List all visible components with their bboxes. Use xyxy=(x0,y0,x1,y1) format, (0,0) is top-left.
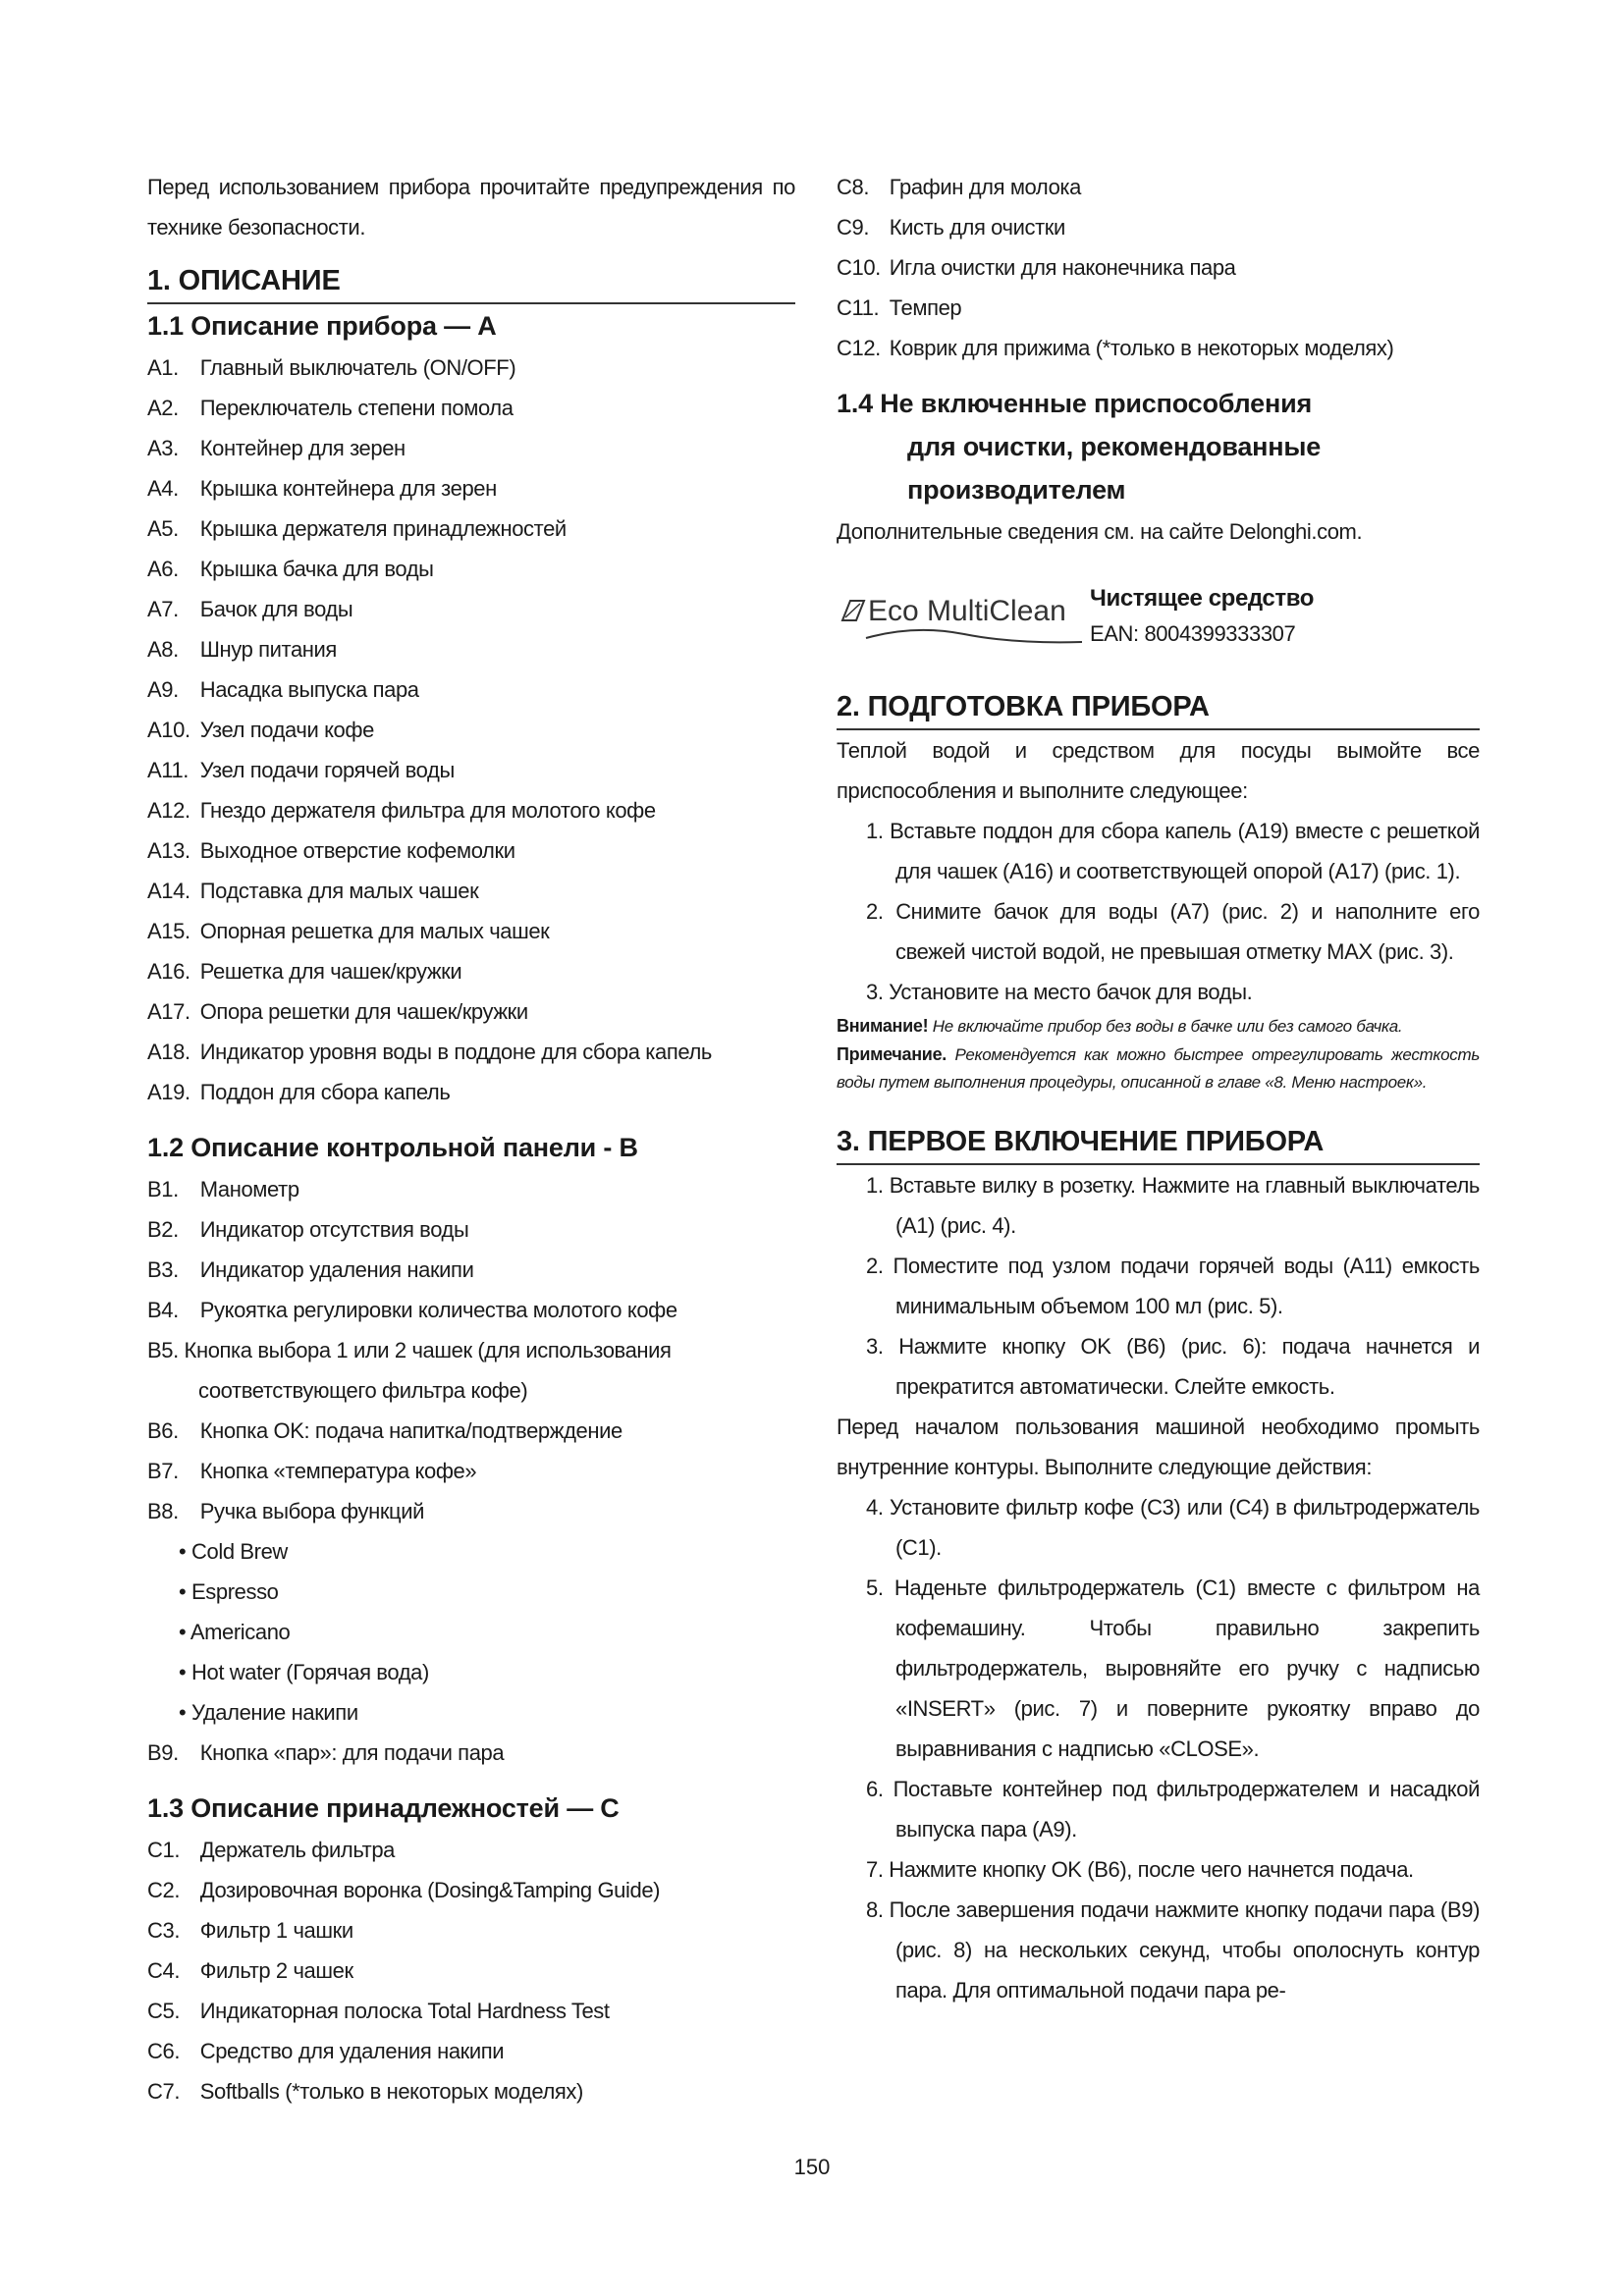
list-item xyxy=(147,428,795,468)
list-item xyxy=(837,288,1480,328)
item-code: B3. xyxy=(147,1257,179,1282)
subsection-1-2-title: 1.2 Описание контрольной панели - B xyxy=(147,1133,638,1162)
list-item xyxy=(147,830,795,871)
item-code: C5. xyxy=(147,1999,181,2023)
section-3-paragraph: Перед началом пользования машиной необходимо промыть внутренние контуры. Выполните следующие действия: xyxy=(837,1415,1480,1479)
numbered-step: 1. Вставьте вилку в розетку. Нажмите на главный выключатель (A1) (рис. 4). xyxy=(866,1173,1480,1238)
section-2-title: 2. ПОДГОТОВКА ПРИБОРА xyxy=(837,687,1480,730)
item-text: Поддон для сбора капель xyxy=(199,1080,451,1104)
sub-item: • Americano xyxy=(147,1612,795,1652)
sub-item: • Espresso xyxy=(147,1572,795,1612)
item-code: A17. xyxy=(147,999,190,1024)
item-code: A13. xyxy=(147,838,190,863)
item-text: Опора решетки для чашек/кружки xyxy=(199,999,528,1024)
product-info xyxy=(1090,581,1314,652)
eco-multiclean-logo xyxy=(837,587,1084,646)
item-code: B5. xyxy=(147,1338,179,1362)
list-item xyxy=(147,871,795,911)
section-3-title: 3. ПЕРВОЕ ВКЛЮЧЕНИЕ ПРИБОРА xyxy=(837,1122,1480,1165)
subsection-1-4-title xyxy=(837,382,1480,511)
item-text: Решетка для чашек/кружки xyxy=(199,959,462,984)
subsection-1-1-title: 1.1 Описание прибора — A xyxy=(147,311,497,341)
item-text: Переключатель степени помола xyxy=(199,396,514,420)
item-text: Фильтр 2 чашек xyxy=(199,1958,353,1983)
title-line: производителем xyxy=(907,475,1126,505)
item-code: B9. xyxy=(147,1740,179,1765)
section-1-title: 1. ОПИСАНИЕ xyxy=(147,261,795,304)
item-text: Индикаторная полоска Total Hardness Test xyxy=(199,1999,610,2023)
note-text: Рекомендуется как можно быстрее отрегулировать жесткость воды путем выполнения процедуры, описанной в главе «8. Меню настроек». xyxy=(837,1045,1480,1092)
item-code: A9. xyxy=(147,677,179,702)
item-code: A19. xyxy=(147,1080,190,1104)
item-code: A15. xyxy=(147,919,190,943)
item-code: B8. xyxy=(147,1499,179,1523)
item-text: Кнопка «пар»: для подачи пара xyxy=(199,1740,505,1765)
item-text: Индикатор удаления накипи xyxy=(199,1257,474,1282)
warning-label: Внимание! xyxy=(837,1016,929,1036)
numbered-step: 3. Нажмите кнопку OK (B6) (рис. 6): подача начнется и прекратится автоматически. Слейте емкость. xyxy=(866,1334,1480,1399)
item-text: Узел подачи кофе xyxy=(199,718,374,742)
item-code: C8. xyxy=(837,175,870,199)
list-item xyxy=(147,1169,795,1209)
list-item xyxy=(147,508,795,549)
item-text: Главный выключатель (ON/OFF) xyxy=(199,355,516,380)
logo-text: Eco MultiClean xyxy=(868,595,1066,627)
page-number: 150 xyxy=(793,2155,831,2179)
item-text: Индикатор отсутствия воды xyxy=(199,1217,469,1242)
item-code: C7. xyxy=(147,2079,181,2104)
numbered-step: 3. Установите на место бачок для воды. xyxy=(866,980,1253,1004)
item-code: B1. xyxy=(147,1177,179,1201)
item-code: B6. xyxy=(147,1418,179,1443)
list-items-c-cont xyxy=(837,167,1480,368)
item-code: A11. xyxy=(147,758,189,782)
item-text: Кнопка OK: подача напитка/подтверждение xyxy=(199,1418,623,1443)
item-text: Дозировочная воронка (Dosing&Tamping Guide) xyxy=(199,1878,661,1902)
sub-item: • Hot water (Горячая вода) xyxy=(147,1652,795,1692)
item-code: A4. xyxy=(147,476,179,501)
item-text: Кнопка «температура кофе» xyxy=(199,1459,477,1483)
numbered-step: 2. Снимите бачок для воды (A7) (рис. 2) и наполните его свежей чистой водой, не превышая отметку MAX (рис. 3). xyxy=(866,899,1480,964)
item-text: Крышка бачка для воды xyxy=(199,557,434,581)
item-text: Подставка для малых чашек xyxy=(199,879,479,903)
warning-text: Не включайте прибор без воды в бачке или без самого бачка. xyxy=(932,1017,1403,1036)
list-item xyxy=(147,1032,795,1072)
title-line: Не включенные приспособления xyxy=(880,389,1313,418)
list-item xyxy=(147,790,795,830)
item-code: A3. xyxy=(147,436,179,460)
item-code: C11. xyxy=(837,295,880,320)
list-item xyxy=(147,1451,795,1491)
numbered-step: 4. Установите фильтр кофе (C3) или (C4) в фильтродержатель (C1). xyxy=(866,1495,1480,1560)
section-3-steps-b xyxy=(837,1487,1480,2010)
item-text: Насадка выпуска пара xyxy=(199,677,419,702)
numbered-step: 2. Поместите под узлом подачи горячей воды (A11) емкость минимальным объемом 100 мл (рис. 5). xyxy=(866,1254,1480,1318)
item-code: C10. xyxy=(837,255,881,280)
list-item xyxy=(837,328,1480,368)
section-2-steps xyxy=(837,811,1480,1012)
item-text: Фильтр 1 чашки xyxy=(199,1918,353,1943)
list-item xyxy=(147,1491,795,1531)
list-item xyxy=(147,468,795,508)
item-code: C6. xyxy=(147,2039,181,2063)
item-text: Softballs (*только в некоторых моделях) xyxy=(199,2079,583,2104)
list-item xyxy=(147,1290,795,1330)
list-item xyxy=(147,629,795,669)
title-line: для очистки, рекомендованные xyxy=(907,432,1322,461)
sub-item: • Cold Brew xyxy=(147,1531,795,1572)
item-text: Шнур питания xyxy=(199,637,337,662)
numbered-step: 1. Вставьте поддон для сбора капель (A19) вместе с решеткой для чашек (A16) и соответствующей опорой (A17) (рис. 1). xyxy=(866,819,1480,883)
list-item xyxy=(147,1330,795,1411)
list-item xyxy=(837,167,1480,207)
section-2-intro: Теплой водой и средством для посуды вымойте все приспособления и выполните следующее: xyxy=(837,738,1480,803)
item-code: C2. xyxy=(147,1878,181,1902)
numbered-step: 5. Наденьте фильтродержатель (C1) вместе с фильтром на кофемашину. Чтобы правильно закрепить фильтродержатель, выровняйте его ручку с надписью «INSERT» (рис. 7) и поверните рукоятку вправо до выравнивания с надписью «CLOSE». xyxy=(866,1575,1480,1761)
sub-item: • Удаление накипи xyxy=(147,1692,795,1733)
list-item xyxy=(147,1950,795,1991)
subsection-1-4-text: Дополнительные сведения см. на сайте Delonghi.com. xyxy=(837,519,1363,544)
item-code: C12. xyxy=(837,336,881,360)
list-item xyxy=(147,2031,795,2071)
item-code: A5. xyxy=(147,516,179,541)
product-name: Чистящее средство xyxy=(1090,585,1315,612)
list-item xyxy=(147,1991,795,2031)
item-text: Игла очистки для наконечника пара xyxy=(889,255,1236,280)
subsection-number: 1.4 xyxy=(837,389,873,418)
item-text: Кнопка выбора 1 или 2 чашек (для использования соответствующего фильтра кофе) xyxy=(184,1338,672,1403)
item-text: Выходное отверстие кофемолки xyxy=(199,838,515,863)
item-code: A7. xyxy=(147,597,179,621)
list-item xyxy=(147,549,795,589)
list-item xyxy=(147,1733,795,1773)
list-item xyxy=(147,388,795,428)
item-text: Узел подачи горячей воды xyxy=(199,758,455,782)
list-item xyxy=(147,750,795,790)
item-text: Кисть для очистки xyxy=(889,215,1065,240)
list-item xyxy=(147,951,795,991)
section-3-steps-a xyxy=(837,1165,1480,1407)
item-code: C1. xyxy=(147,1838,181,1862)
list-item xyxy=(147,1072,795,1112)
left-column xyxy=(147,167,795,2111)
list-item xyxy=(147,991,795,1032)
item-code: B2. xyxy=(147,1217,179,1242)
list-item xyxy=(147,669,795,710)
item-code: A8. xyxy=(147,637,179,662)
remark-note xyxy=(837,1041,1480,1096)
item-text: Бачок для воды xyxy=(199,597,353,621)
item-code: A2. xyxy=(147,396,179,420)
list-item xyxy=(147,710,795,750)
list-item xyxy=(147,1250,795,1290)
item-text: Манометр xyxy=(199,1177,299,1201)
warning-note xyxy=(837,1012,1480,1041)
item-code: A10. xyxy=(147,718,190,742)
list-item xyxy=(147,1910,795,1950)
item-text: Коврик для прижима (*только в некоторых моделях) xyxy=(889,336,1394,360)
product-row xyxy=(837,581,1480,652)
item-text: Рукоятка регулировки количества молотого кофе xyxy=(199,1298,677,1322)
item-text: Гнездо держателя фильтра для молотого кофе xyxy=(199,798,656,823)
item-text: Графин для молока xyxy=(889,175,1081,199)
list-item xyxy=(837,207,1480,247)
list-item xyxy=(147,347,795,388)
list-item xyxy=(147,2071,795,2111)
subsection-1-3-title: 1.3 Описание принадлежностей — C xyxy=(147,1793,620,1823)
list-item xyxy=(147,589,795,629)
item-text: Опорная решетка для малых чашек xyxy=(199,919,550,943)
item-text: Крышка держателя принадлежностей xyxy=(199,516,567,541)
item-text: Средство для удаления накипи xyxy=(199,2039,505,2063)
right-column xyxy=(837,167,1480,2010)
numbered-step: 8. После завершения подачи нажмите кнопку подачи пара (B9) (рис. 8) на нескольких секунд, чтобы ополоснуть контур пара. Для оптимальной подачи пара ре- xyxy=(866,1897,1480,2002)
list-item xyxy=(147,1870,795,1910)
list-item xyxy=(837,247,1480,288)
list-items-b xyxy=(147,1169,795,1773)
list-item xyxy=(147,1209,795,1250)
item-text: Контейнер для зерен xyxy=(199,436,406,460)
item-code: B4. xyxy=(147,1298,179,1322)
item-code: C9. xyxy=(837,215,870,240)
intro-text: Перед использованием прибора прочитайте предупреждения по технике безопасности. xyxy=(147,175,795,240)
item-code: C3. xyxy=(147,1918,181,1943)
product-ean: EAN: 8004399333307 xyxy=(1090,621,1296,646)
item-code: A16. xyxy=(147,959,190,984)
list-items-c xyxy=(147,1830,795,2111)
item-code: A1. xyxy=(147,355,179,380)
note-label: Примечание. xyxy=(837,1044,947,1064)
list-items-a xyxy=(147,347,795,1112)
list-item xyxy=(147,1830,795,1870)
list-item xyxy=(147,911,795,951)
numbered-step: 6. Поставьте контейнер под фильтродержателем и насадкой выпуска пара (A9). xyxy=(866,1777,1480,1842)
numbered-step: 7. Нажмите кнопку OK (B6), после чего начнется подача. xyxy=(866,1857,1414,1882)
item-text: Ручка выбора функций xyxy=(199,1499,425,1523)
item-text: Темпер xyxy=(889,295,962,320)
list-item xyxy=(147,1411,795,1451)
item-code: A18. xyxy=(147,1040,190,1064)
item-text: Держатель фильтра xyxy=(199,1838,396,1862)
item-text: Индикатор уровня воды в поддоне для сбора капель xyxy=(199,1040,712,1064)
item-code: A12. xyxy=(147,798,190,823)
item-code: B7. xyxy=(147,1459,179,1483)
item-code: C4. xyxy=(147,1958,181,1983)
item-text: Крышка контейнера для зерен xyxy=(199,476,497,501)
item-code: A6. xyxy=(147,557,179,581)
item-code: A14. xyxy=(147,879,190,903)
